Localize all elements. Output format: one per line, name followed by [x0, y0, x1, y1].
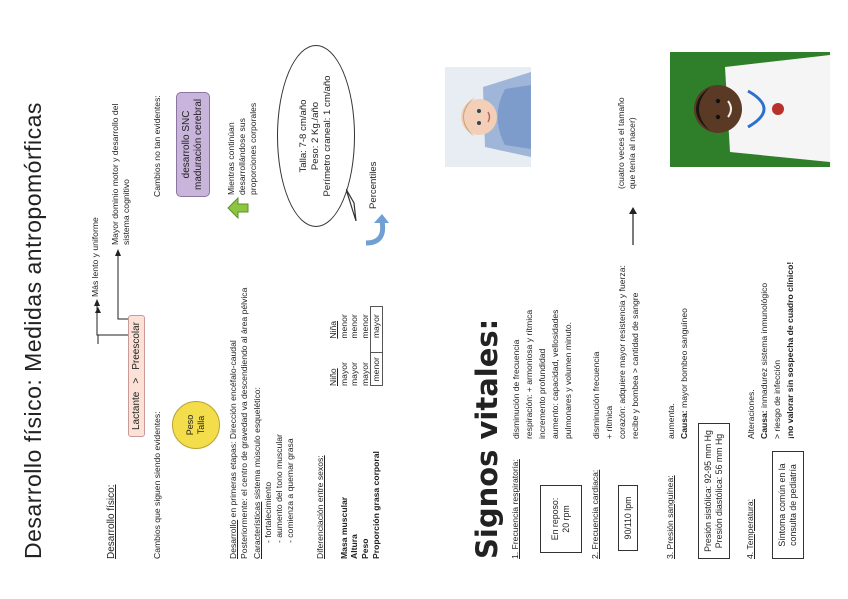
evident-heading: Cambios que siguen siendo evidentes: [152, 411, 162, 559]
card-line: disminución frecuencia [591, 351, 601, 439]
dif-heading: Diferenciación entre sexos: [315, 455, 325, 559]
col-nino: Niño [328, 368, 338, 386]
pres-line: aumenta. [666, 403, 676, 439]
table-row [339, 306, 350, 559]
pres-label: 3. Presión sanguínea: [665, 475, 675, 559]
card-note [616, 97, 638, 189]
boy-doctor-photo [670, 52, 830, 167]
card-arrow [628, 205, 638, 247]
carac-item: - comienza a quemar grasa [285, 438, 295, 543]
snc-line-2: maduración cerebral [193, 98, 204, 190]
table-row [349, 306, 360, 559]
posterior-line: Posteriormente: el centro de gravedad va descendiendo al área pélvica [239, 287, 249, 559]
motor-line-2: sistema cognitivo [121, 179, 131, 245]
table-row [360, 306, 371, 559]
resp-line: aumento: capacidad, vellosidades [550, 309, 560, 439]
snc-box [176, 92, 210, 197]
cell-nina: menor [338, 314, 349, 339]
resp-line: pulmonares y volumen minuto. [563, 321, 573, 439]
motor-arrow-head [115, 249, 121, 256]
carac-item: - aumento del tono muscular [274, 434, 284, 543]
cell-nino: menor [371, 353, 383, 386]
snc-line-1: desarrollo SNC [181, 110, 192, 179]
cell-nina: mayor [371, 306, 383, 352]
resp-label: 1. Frecuencia respiratoria: [510, 459, 520, 559]
dif-table [328, 306, 383, 559]
card-line: + rítmica [604, 405, 614, 439]
temp-text [745, 262, 797, 439]
slow-arrow [92, 294, 112, 344]
signos-heading: Signos vitales: [470, 318, 504, 559]
mientras-line: proporciones corporales [248, 102, 258, 195]
green-up-arrow-icon [226, 197, 250, 219]
resp-box-line: En reposo: [550, 497, 560, 541]
bubble-peso: Peso: 2 Kg./año [310, 101, 321, 171]
carac-rest: sistema músculo esquelético: [252, 387, 262, 502]
peso-talla-circle [172, 401, 220, 449]
cell-nino: mayor [338, 362, 349, 386]
percentiles-label: Percentiles [368, 161, 379, 209]
temp-box [772, 451, 804, 559]
card-note-line: (cuatro veces el tamaño [616, 97, 626, 189]
pres-causa-label: Causa: [679, 410, 689, 439]
carac-line [252, 387, 263, 559]
etapas-line [228, 340, 239, 559]
temp-alt: Alteraciones. [746, 389, 756, 439]
dif-header-row [328, 306, 339, 559]
growth-bubble [277, 45, 355, 227]
card-text [590, 265, 642, 439]
pres-box [698, 423, 730, 559]
row-label: Altura [349, 534, 359, 559]
toddler-illustration [445, 67, 531, 167]
card-line: corazón: adquiere mayor resistencia y fuerza: [617, 265, 627, 439]
blue-curved-arrow-icon [360, 213, 390, 247]
temp-riesgo: > riesgo de infección [772, 359, 782, 439]
mientras-line: Mientras continúan [226, 122, 236, 195]
cell-nina: menor [359, 314, 370, 339]
resp-text [510, 310, 575, 439]
mientras-line: desarrollándose sus [237, 118, 247, 195]
pres-box-line: Presión diastólica: 56 mm Hg [714, 433, 724, 549]
carac-item: - fortalecimiento [263, 481, 273, 543]
temp-valorar: ¡no valorar sin sospecha de cuadro clínico! [785, 261, 795, 439]
resp-line: respiración: + armoniosa y rítmica [524, 309, 534, 439]
pres-text [665, 308, 691, 439]
temp-box-line: Síntoma común en la [777, 463, 787, 547]
card-box: 90/110 lpm [618, 485, 638, 551]
mientras-text [226, 103, 259, 195]
carac-list [263, 434, 296, 543]
card-note-line: que tenía al nacer) [627, 117, 637, 189]
cell-nino: mayor [359, 362, 370, 386]
etapas-prefix: Desarrollo [228, 519, 238, 559]
slow-text: Más lento y uniforme [90, 217, 100, 297]
etapas-rest: en primeras etapas: Dirección encéfalo-caudal [228, 340, 238, 520]
pres-box-line: Presión sistólica: 92-95 mm Hg [703, 430, 713, 552]
motor-arrow-line [118, 254, 128, 319]
temp-box-line: consulta de pediatría [788, 464, 798, 546]
resp-box-line: 20 rpm [561, 505, 571, 533]
pres-causa: mayor bombeo sanguíneo [679, 308, 689, 411]
bubble-perimetro: Perímetro craneal: 1 cm/año [322, 75, 333, 197]
cell-nino: mayor [349, 362, 359, 386]
pres-causa-line [678, 308, 691, 439]
bubble-talla: Talla: 7-8 cm/año [298, 99, 309, 173]
motor-line-1: Mayor dominio motor y desarrollo del [110, 103, 120, 245]
not-evident-heading: Cambios no tan evidentes: [152, 95, 162, 197]
temp-label: 4. Temperatura: [745, 498, 755, 559]
peso-label: Peso [185, 414, 195, 436]
desarrollo-heading: Desarrollo físico: [106, 484, 117, 559]
carac-prefix: Características [252, 501, 262, 559]
card-label: 2. Frecuencia cardiaca: [590, 469, 600, 559]
resp-line: disminución de frecuencia [511, 339, 521, 439]
cell-nina: menor [349, 314, 359, 339]
stage-separator: > [131, 377, 142, 384]
resp-box [540, 485, 582, 553]
card-line: recibe y bombea > cantidad de sangre [630, 292, 640, 439]
table-row [371, 306, 383, 559]
resp-line: incremento profundidad [537, 348, 547, 439]
stage-preescolar: Preescolar [131, 321, 142, 370]
col-nina: Niña [328, 320, 338, 339]
toddler-photo [445, 67, 531, 167]
temp-causa-label: Causa: [759, 410, 769, 439]
boy-doctor-illustration [670, 52, 830, 167]
talla-label: Talla [196, 415, 206, 435]
stage-lactante: Lactante [131, 391, 142, 430]
row-label: Masa muscular [338, 496, 349, 559]
row-label: Peso [359, 538, 370, 559]
motor-text [110, 104, 132, 245]
row-label: Proporción grasa corporal [371, 451, 381, 559]
temp-causa-line [758, 262, 771, 439]
temp-causa: inmadurez sistema inmunológico [759, 282, 769, 411]
page-title: Desarrollo físico: Medidas antropomórficas [20, 102, 46, 559]
